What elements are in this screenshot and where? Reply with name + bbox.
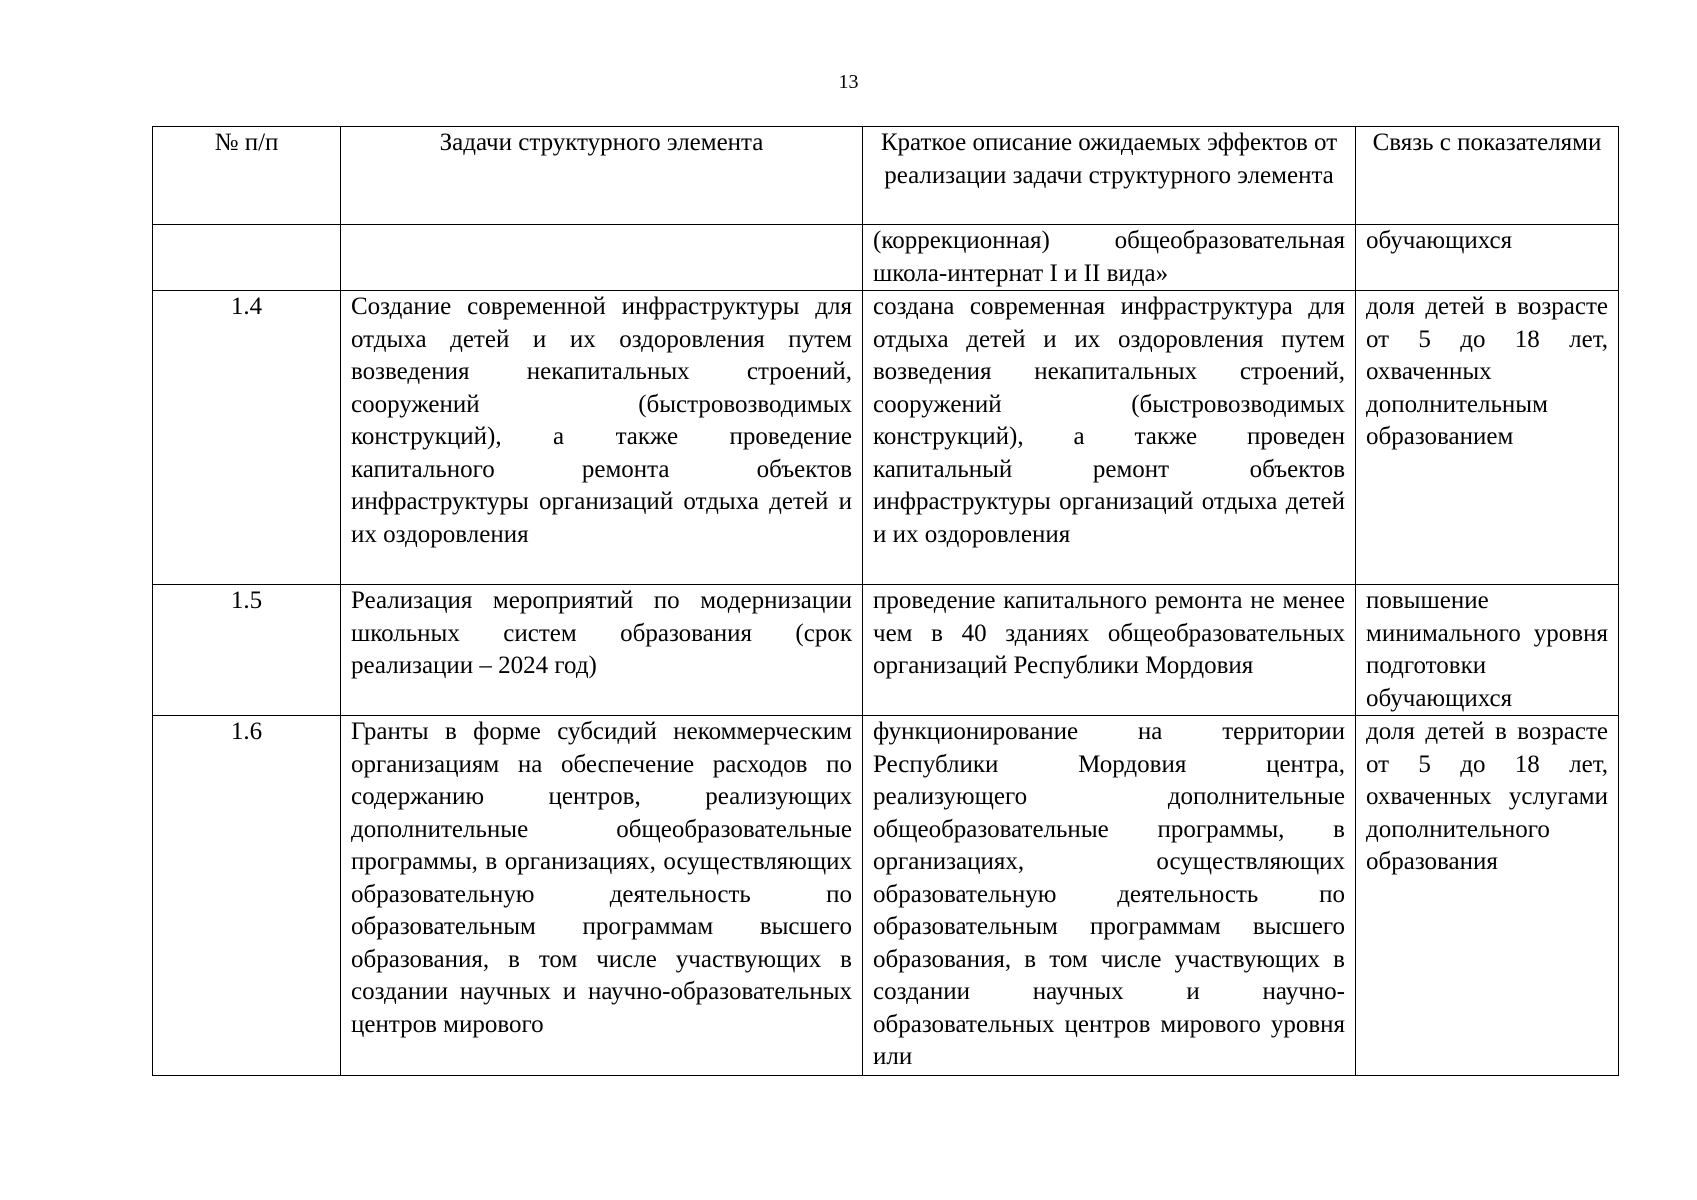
row-link: доля детей в возрасте от 5 до 18 лет, охваченных услугами дополнительного образования [1356, 716, 1619, 1076]
tasks-table [152, 126, 1619, 1076]
row-link: доля детей в возрасте от 5 до 18 лет, охваченных дополнительным образованием [1356, 291, 1619, 585]
row-task: Гранты в форме субсидий некоммерческим организациям на обеспечение расходов по содержанию центров, реализующих дополнительные общеобразовательные программы, в организациях, осуществляющих образовательную деятельность по образовательным программам высшего образования, в том числе участвующих в создании научных и научно-образовательных центров мирового [341, 716, 863, 1076]
row-effect: проведение капитального ремонта не менее чем в 40 зданиях общеобразовательных организаций Республики Мордовия [863, 585, 1356, 716]
row-number: 1.5 [153, 585, 341, 716]
header-task: Задачи структурного элемента [341, 127, 863, 225]
table-row [153, 225, 1619, 291]
row-effect: создана современная инфраструктура для отдыха детей и их оздоровления путем возведения некапитальных строений, сооружений (быстровозводимых конструкций), а также проведен капитальный ремонт объектов инфраструктуры организаций отдыха детей и их оздоровления [863, 291, 1356, 585]
header-link: Связь с показателями [1356, 127, 1619, 225]
table-row [153, 716, 1619, 1076]
page-number: 13 [838, 71, 859, 93]
table-row [153, 585, 1619, 716]
row-effect: функционирование на территории Республики Мордовия центра, реализующего дополнительные общеобразовательные программы, в организациях, осуществляющих образовательную деятельность по образовательным программам высшего образования, в том числе участвующих в создании научных и научно-образовательных центров мирового уровня или [863, 716, 1356, 1076]
row-link: обучающихся [1356, 225, 1619, 291]
table-header-row [153, 127, 1619, 225]
row-task: Создание современной инфраструктуры для отдыха детей и их оздоровления путем возведения некапитальных строений, сооружений (быстровозводимых конструкций), а также проведение капитального ремонта объектов инфраструктуры организаций отдыха детей и их оздоровления [341, 291, 863, 585]
row-number: 1.6 [153, 716, 341, 1076]
row-number [153, 225, 341, 291]
row-number: 1.4 [153, 291, 341, 585]
row-link: повышение минимального уровня подготовки обучающихся [1356, 585, 1619, 716]
table-row [153, 291, 1619, 585]
row-task [341, 225, 863, 291]
header-num: № п/п [153, 127, 341, 225]
row-task: Реализация мероприятий по модернизации школьных систем образования (срок реализации – 2024 год) [341, 585, 863, 716]
header-effect: Краткое описание ожидаемых эффектов от реализации задачи структурного элемента [863, 127, 1356, 225]
row-effect: (коррекционная) общеобразовательная школа-интернат I и II вида» [863, 225, 1356, 291]
